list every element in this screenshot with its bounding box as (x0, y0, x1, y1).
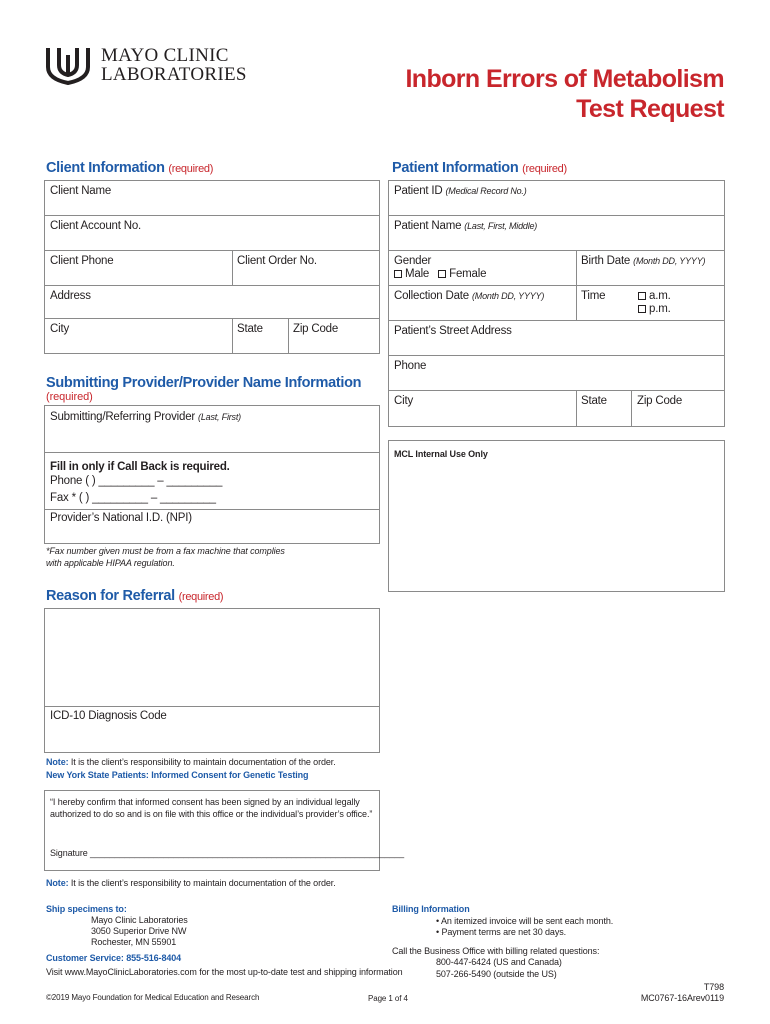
fax-callback-field[interactable]: Fax * ( ) _________ – _________ (50, 492, 216, 504)
pm-option (638, 303, 671, 315)
title-line1: Inborn Errors of Metabolism (405, 65, 724, 93)
time-label: Time (581, 290, 606, 302)
ship-heading: Ship specimens to: (46, 904, 127, 914)
copyright: ©2019 Mayo Foundation for Medical Education and Research (46, 993, 260, 1002)
note-text: It is the client’s responsibility to maintain documentation of the order. (70, 757, 336, 767)
logo-line2: LABORATORIES (101, 64, 247, 85)
billing-item-2-text: Payment terms are net 30 days. (441, 927, 567, 937)
note-order (46, 757, 336, 767)
phone-callback-field[interactable]: Phone ( ) _________ – _________ (50, 475, 223, 487)
client-name-field[interactable]: Client Name (50, 185, 112, 197)
customer-service: Customer Service: 855-516-8404 (46, 953, 182, 963)
client-address-field[interactable]: Address (50, 290, 91, 302)
title-line2: Test Request (576, 95, 724, 123)
callback-note: Fill in only if Call Back is required. (50, 461, 230, 473)
patient-name-hint: (Last, First, Middle) (464, 221, 538, 231)
billing-item-1: • An itemized invoice will be sent each month. (436, 916, 614, 926)
patient-name-label: Patient Name (394, 220, 462, 232)
client-account-field[interactable]: Client Account No. (50, 220, 142, 232)
patient-id-field[interactable] (394, 185, 527, 197)
consent-statement-2: authorized to do so and is on file with this office or the individual’s provider’s office.” (50, 809, 373, 819)
billing-heading: Billing Information (392, 904, 470, 914)
icd10-field[interactable]: ICD-10 Diagnosis Code (50, 710, 167, 722)
client-order-field[interactable]: Client Order No. (237, 255, 317, 267)
npi-field[interactable]: Provider’s National I.D. (NPI) (50, 512, 192, 524)
referring-provider-hint: (Last, First) (198, 412, 241, 422)
form-code: T798 (703, 982, 724, 992)
client-state-field[interactable]: State (237, 323, 263, 335)
client-zip-field[interactable]: Zip Code (293, 323, 339, 335)
business-office: Call the Business Office with billing related questions: (392, 946, 600, 956)
referral-box[interactable] (44, 608, 380, 753)
am-option (638, 290, 671, 302)
male-label: Male (405, 268, 430, 280)
note-label: Note: (46, 757, 69, 767)
billing-item-2: • Payment terms are net 30 days. (436, 927, 567, 937)
birth-date-hint: (Month DD, YYYY) (633, 256, 706, 266)
patient-required: (required) (522, 163, 567, 175)
page-title (405, 64, 724, 124)
mcl-internal-box (388, 440, 725, 592)
referring-provider-label: Submitting/Referring Provider (50, 411, 196, 423)
client-heading (46, 160, 213, 176)
note2-label: Note: (46, 878, 69, 888)
billing-phone-2: 507-266-5490 (outside the US) (436, 969, 557, 979)
logo-line1: MAYO CLINIC (101, 45, 229, 66)
note2-text: It is the client’s responsibility to maintain documentation of the order. (70, 878, 336, 888)
patient-id-label: Patient ID (394, 185, 443, 197)
am-checkbox[interactable] (638, 292, 646, 300)
patient-id-hint: (Medical Record No.) (445, 186, 527, 196)
client-phone-field[interactable]: Client Phone (50, 255, 114, 267)
visit-website[interactable]: Visit www.MayoClinicLaboratories.com for the most up-to-date test and shipping information (46, 967, 403, 977)
patient-street-field[interactable]: Patient’s Street Address (394, 325, 512, 337)
female-label: Female (449, 268, 487, 280)
billing-phone-1: 800-447-6424 (US and Canada) (436, 957, 562, 967)
fax-note-line1: *Fax number given must be from a fax machine that complies (46, 546, 285, 556)
billing-item-1-text: An itemized invoice will be sent each month. (440, 916, 614, 926)
collection-date-field[interactable] (394, 290, 544, 302)
fax-note-line2: with applicable HIPAA regulation. (46, 558, 175, 568)
provider-heading: Submitting Provider/Provider Name Information (46, 375, 362, 391)
page-number: Page 1 of 4 (368, 994, 408, 1003)
gender-options (394, 268, 486, 280)
ship-line-1: Mayo Clinic Laboratories (91, 915, 188, 925)
ship-line-2: 3050 Superior Drive NW (91, 926, 187, 936)
revision-code: MC0767-16Arev0119 (640, 993, 724, 1003)
female-checkbox[interactable] (438, 270, 446, 278)
note-order-2 (46, 878, 336, 888)
signature-field[interactable]: Signature ________________________________________________________________ (50, 848, 404, 858)
client-required: (required) (168, 163, 214, 175)
nys-consent-heading: New York State Patients: Informed Consent for Genetic Testing (46, 770, 309, 780)
patient-heading-text: Patient Information (392, 160, 519, 176)
collection-date-hint: (Month DD, YYYY) (472, 291, 545, 301)
patient-name-field[interactable] (394, 220, 537, 232)
patient-heading (392, 160, 567, 176)
am-label: a.m. (649, 290, 671, 302)
ship-line-3: Rochester, MN 55901 (91, 937, 177, 947)
referral-required: (required) (178, 591, 224, 603)
logo (45, 45, 275, 87)
provider-required: (required) (46, 391, 93, 403)
patient-city-field[interactable]: City (394, 395, 414, 407)
patient-phone-field[interactable]: Phone (394, 360, 427, 372)
pm-checkbox[interactable] (638, 305, 646, 313)
patient-state-field[interactable]: State (581, 395, 607, 407)
male-checkbox[interactable] (394, 270, 402, 278)
birth-date-label: Birth Date (581, 255, 631, 267)
pm-label: p.m. (649, 303, 671, 315)
gender-label: Gender (394, 255, 432, 267)
birth-date-field[interactable] (581, 255, 705, 267)
client-city-field[interactable]: City (50, 323, 70, 335)
referring-provider-field[interactable] (50, 411, 241, 423)
referral-heading-text: Reason for Referral (46, 588, 175, 604)
referral-heading (46, 588, 223, 604)
collection-date-label: Collection Date (394, 290, 469, 302)
patient-zip-field[interactable]: Zip Code (637, 395, 683, 407)
consent-statement-1: “I hereby confirm that informed consent has been signed by an individual legally (50, 797, 360, 807)
mayo-shield-icon (45, 45, 91, 85)
client-heading-text: Client Information (46, 160, 165, 176)
mcl-internal-label: MCL Internal Use Only (394, 449, 488, 459)
